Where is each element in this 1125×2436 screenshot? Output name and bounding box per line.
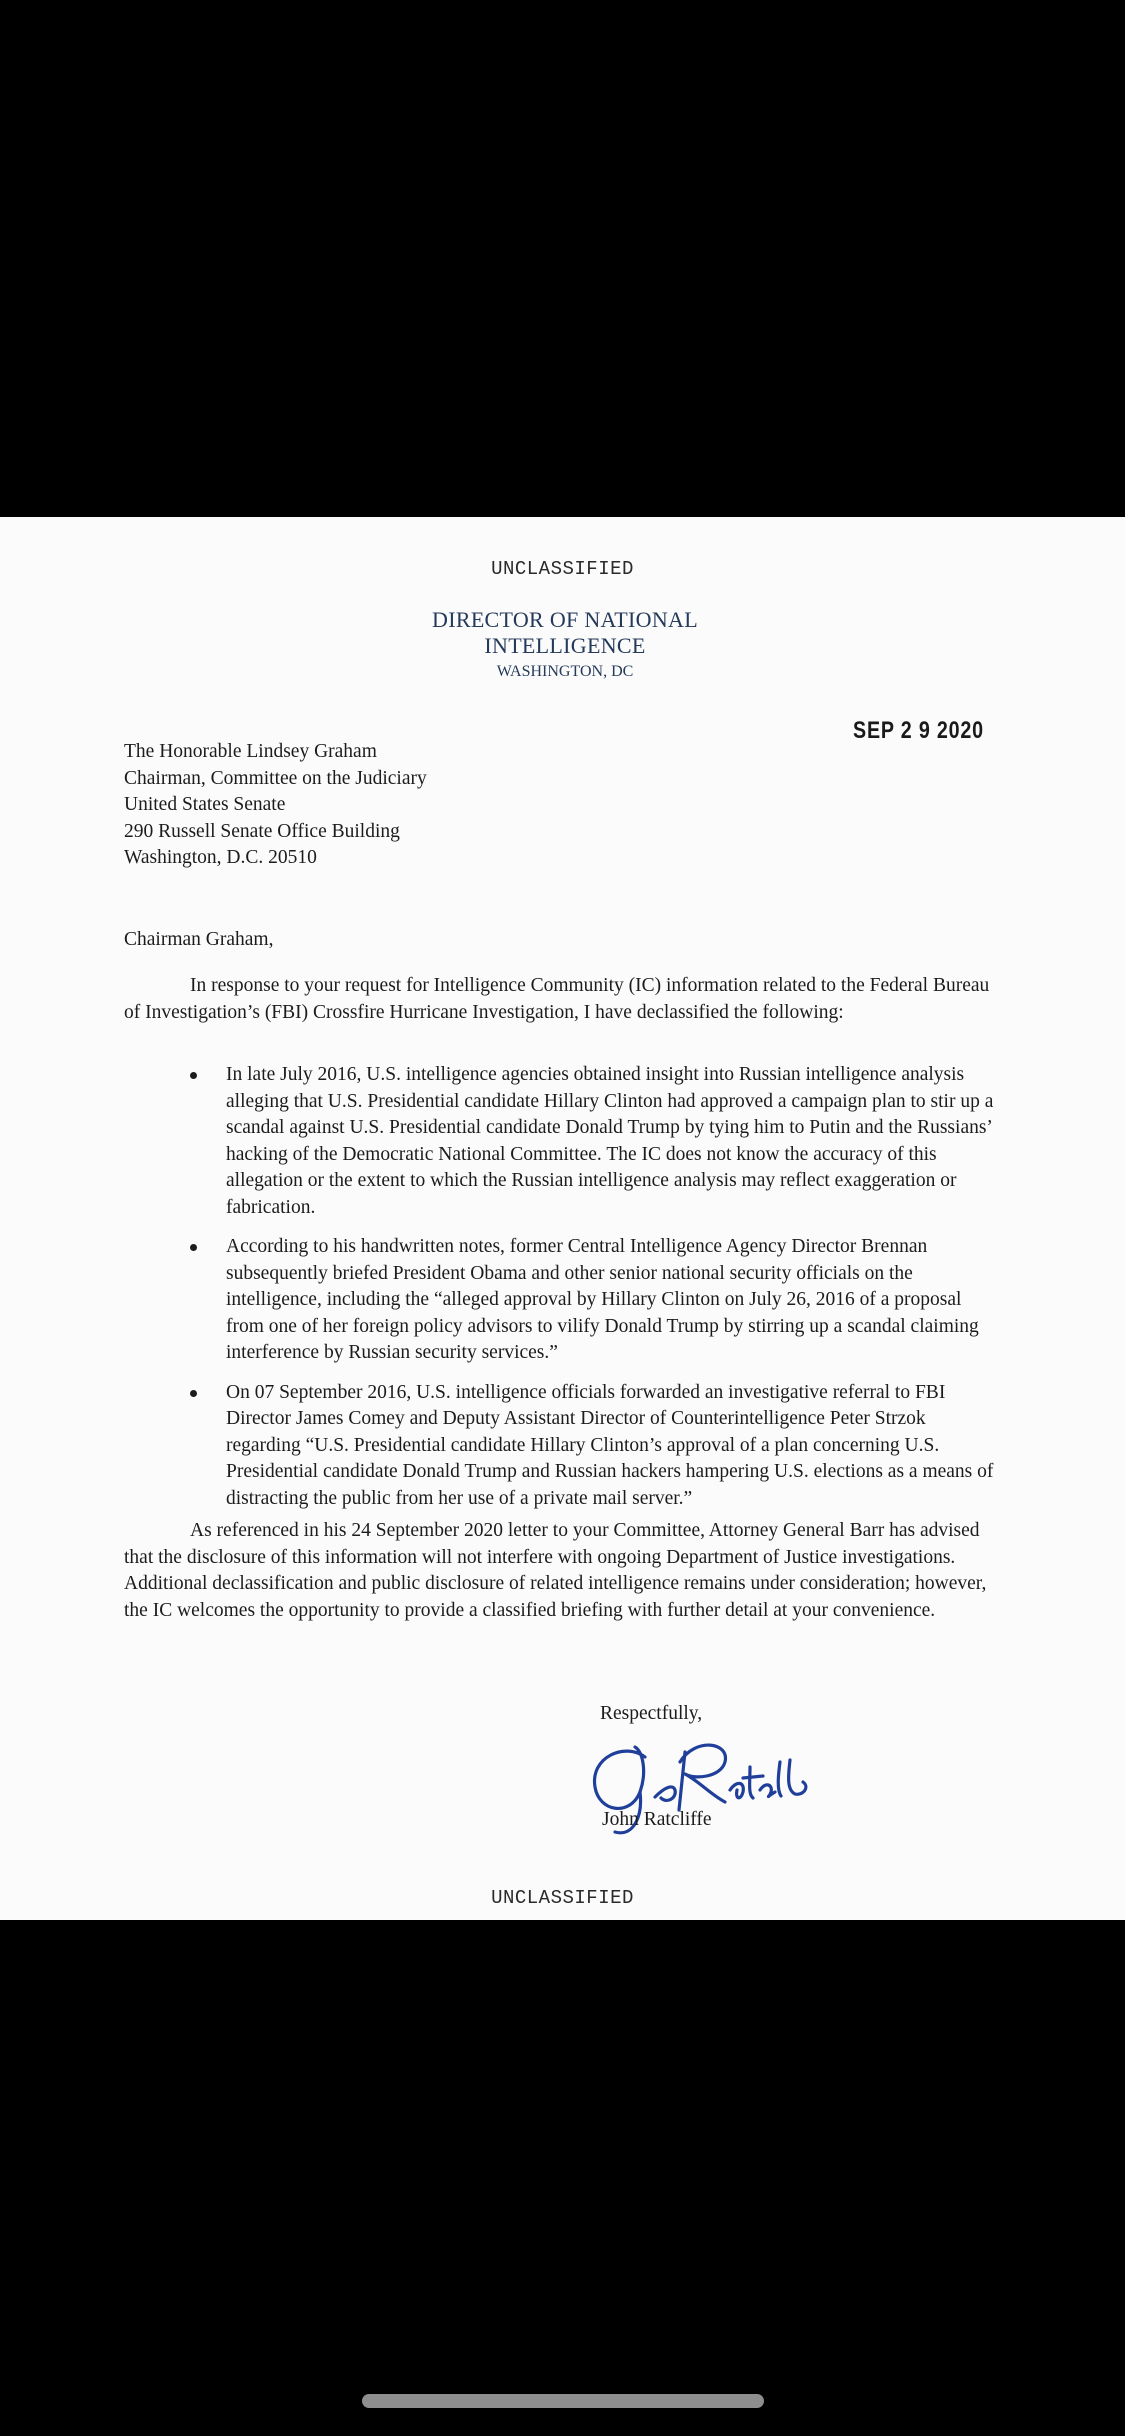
recipient-address — [124, 739, 724, 872]
letterhead — [350, 607, 780, 681]
list-item-text: According to his handwritten notes, former Central Intelligence Agency Director Brennan subsequently briefed President Obama and other senior national security officials on the intelligence, including the “alleged approval by Hillary Clinton on July 26, 2016 of a proposal from one of her foreign policy advisors to vilify Donald Trump by stirring up a scandal claiming interference by Russian security services.” — [226, 1236, 979, 1363]
bullet-icon — [190, 1390, 197, 1397]
address-line: 290 Russell Senate Office Building — [124, 820, 400, 842]
letterhead-city: WASHINGTON, DC — [496, 663, 634, 680]
list-item — [124, 1380, 1004, 1513]
address-line: United States Senate — [124, 794, 286, 815]
list-item — [124, 1234, 1004, 1367]
bullet-icon — [190, 1244, 197, 1251]
sign-off: Respectfully, — [600, 1703, 703, 1724]
address-line: Washington, D.C. 20510 — [124, 847, 317, 868]
home-indicator[interactable] — [362, 2394, 764, 2408]
closing-paragraph: As referenced in his 24 September 2020 letter to your Committee, Attorney General Barr has advised that the disclosure of this information will not interfere with ongoing Department of Justice investigations. Additional declassification and public disclosure of related intelligence remains under consideration; however, the IC welcomes the opportunity to provide a classified briefing with further detail at your convenience. — [124, 1520, 987, 1621]
list-item-text: In late July 2016, U.S. intelligence agencies obtained insight into Russian intelligence analysis alleging that U.S. Presidential candidate Hillary Clinton had approved a campaign plan to stir up a scandal against U.S. Presidential candidate Donald Trump by tying him to Putin and the Russians’ hacking of the Democratic National Committee. The IC does not know the accuracy of this allegation or the extent to which the Russian intelligence analysis may reflect exaggeration or fabrication. — [226, 1064, 994, 1218]
date-stamp: SEP 2 9 2020 — [853, 717, 984, 744]
bullet-icon — [190, 1072, 197, 1079]
address-line: The Honorable Lindsey Graham — [124, 741, 377, 762]
address-line: Chairman, Committee on the Judiciary — [124, 767, 427, 789]
declassified-items-list — [124, 1062, 1004, 1525]
letterhead-organization: DIRECTOR OF NATIONAL INTELLIGENCE — [432, 607, 698, 658]
intro-paragraph: In response to your request for Intelligence Community (IC) information related to the Federal Bureau of Investigation’s (FBI) Crossfire Hurricane Investigation, I have declassified the following: — [124, 975, 990, 1023]
signatory-name: John Ratcliffe — [602, 1809, 712, 1830]
list-item-text: On 07 September 2016, U.S. intelligence officials forwarded an investigative referral to FBI Director James Comey and Deputy Assistant Director of Counterintelligence Peter Strzok regarding “U.S. Presidential candidate Hillary Clinton’s approval of a plan concerning U.S. Presidential candidate Donald Trump and Russian hackers hampering U.S. elections as a means of distracting the public from her use of a private mail server.” — [226, 1381, 994, 1509]
classification-header: UNCLASSIFIED — [491, 558, 634, 580]
classification-footer: UNCLASSIFIED — [491, 1887, 634, 1909]
list-item — [124, 1062, 1004, 1221]
salutation: Chairman Graham, — [124, 929, 274, 950]
letter-document — [0, 517, 1125, 1920]
